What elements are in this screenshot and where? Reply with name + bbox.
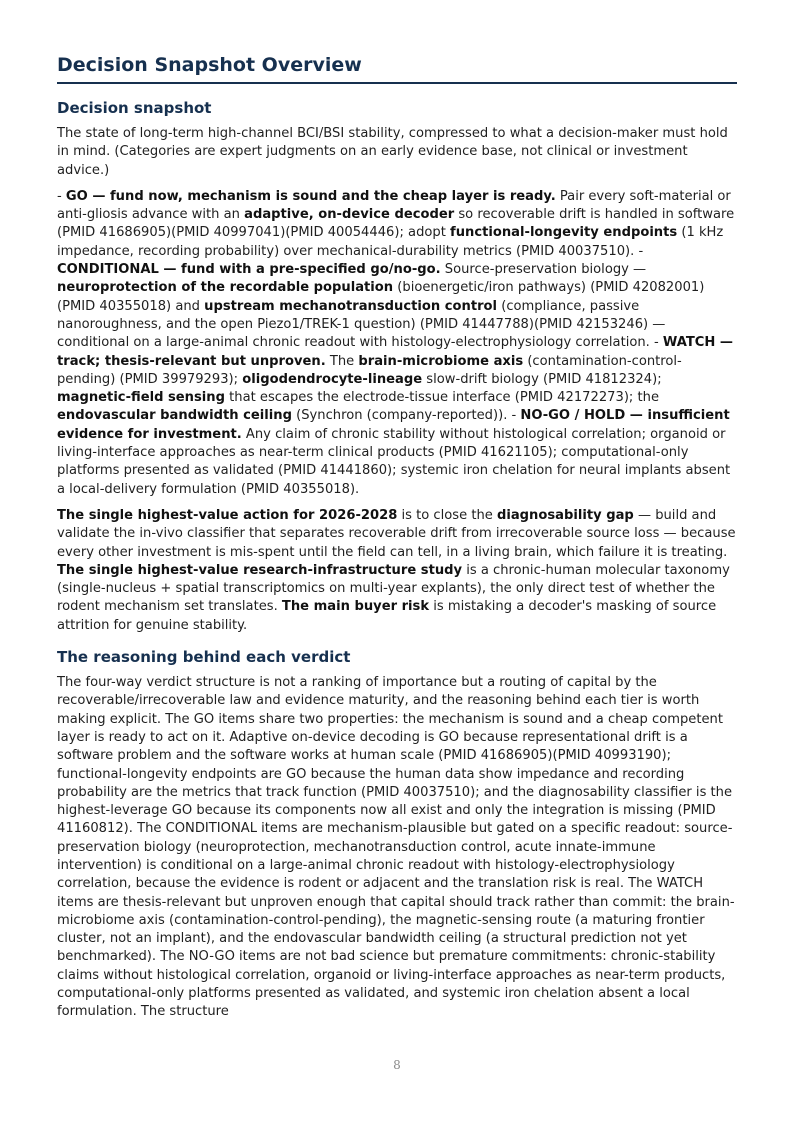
verdict-go-label: GO — fund now, mechanism is sound and the cheap layer is ready. <box>65 188 556 204</box>
verdict-nogo-label: NO-GO / HOLD — insufficient evidence for investment. <box>57 408 730 442</box>
document-page <box>57 52 737 1030</box>
page-number: 8 <box>393 1058 401 1072</box>
page-title: Decision Snapshot Overview <box>57 52 737 84</box>
verdict-list-paragraph: - GO — fund now, mechanism is sound and the cheap layer is ready. Pair every soft-material or anti-gliosis advance with an adaptive, on-device decoder so recoverable drift is handled in software (PMID 41686905)(PMID 40997041)(PMID 40054446); adopt functional-longevity endpoints (1 kHz impedance, recording probability) over mechanical-durability metrics (PMID 40037510). - CONDITIONAL — fund with a pre-specified go/no-go. Source-preservation biology — neuroprotection of the recordable population (bioenergetic/iron pathways) (PMID 42082001)(PMID 40355018) and upstream mechanotransduction control (compliance, passive nanoroughness, and the open Piezo1/TREK-1 question) (PMID 41447788)(PMID 42153246) — conditional on a large-animal chronic readout with histology-electrophysiology correlation. - WATCH — track; thesis-relevant but unproven. The brain-microbiome axis (contamination-control-pending) (PMID 39979293); oligodendrocyte-lineage slow-drift biology (PMID 41812324); magnetic-field sensing that escapes the electrode-tissue interface (PMID 42172273); the endovascular bandwidth ceiling (Synchron (company-reported)). - NO-GO / HOLD — insufficient evidence for investment. Any claim of chronic stability without histological correlation; organoid or living-interface approaches as near-term clinical products (PMID 41621105); computational-only platforms presented as validated (PMID 41441860); systemic iron chelation for neural implants absent a local-delivery formulation (PMID 40355018). <box>57 188 735 497</box>
section-heading-reasoning: The reasoning behind each verdict <box>57 648 351 667</box>
highest-value-action-paragraph: The single highest-value action for 2026-2028 is to close the diagnosability gap — build and validate the in-vivo classifier that separates recoverable drift from irrecoverable source loss — because every other investment is mis-spent until the field can tell, in a living brain, which failure it is treating. The single highest-value research-infrastructure study is a chronic-human molecular taxonomy (single-nucleus + spatial transcriptomics on multi-year explants), the only direct test of whether the rodent mechanism set translates. The main buyer risk is mistaking a decoder's masking of source attrition for genuine stability. <box>57 507 736 633</box>
snapshot-intro-paragraph: The state of long-term high-channel BCI/BSI stability, compressed to what a decision-maker must hold in mind. (Categories are expert judgments on an early evidence base, not clinical or investment advice.) <box>57 126 728 178</box>
section-heading-decision-snapshot: Decision snapshot <box>57 99 212 117</box>
verdict-watch-label: WATCH — track; thesis-relevant but unproven. <box>57 335 733 369</box>
verdict-conditional-label: CONDITIONAL — fund with a pre-specified go/no-go. <box>57 262 441 278</box>
reasoning-paragraph: The four-way verdict structure is not a ranking of importance but a routing of capital by the recoverable/irrecoverable law and evidence maturity, and the reasoning behind each tier is worth making explicit. The GO items share two properties: the mechanism is sound and a cheap competent layer is ready to act on it. Adaptive on-device decoding is GO because representational drift is a software problem and the software works at human scale (PMID 41686905)(PMID 40993190); functional-longevity endpoints are GO because the human data show impedance and recording probability are the metrics that track function (PMID 40037510); and the diagnosability classifier is the highest-leverage GO because its components now all exist and only the integration is missing (PMID 41160812). The CONDITIONAL items are mechanism-plausible but gated on a specific readout: source-preservation biology (neuroprotection, mechanotransduction control, acute innate-immune intervention) is conditional on a large-animal chronic readout with histology-electrophysiology correlation, because the evidence is rodent or adjacent and the translation risk is real. The WATCH items are thesis-relevant but unproven enough that capital should track rather than commit: the brain-microbiome axis (contamination-control-pending), the magnetic-sensing route (a maturing frontier cluster, not an implant), and the endovascular bandwidth ceiling (a structural prediction not yet benchmarked). The NO-GO items are not bad science but premature commitments: chronic-stability claims without histological correlation, organoid or living-interface approaches as near-term products, computational-only platforms presented as validated, and systemic iron chelation absent a local formulation. The structure <box>57 675 735 1020</box>
